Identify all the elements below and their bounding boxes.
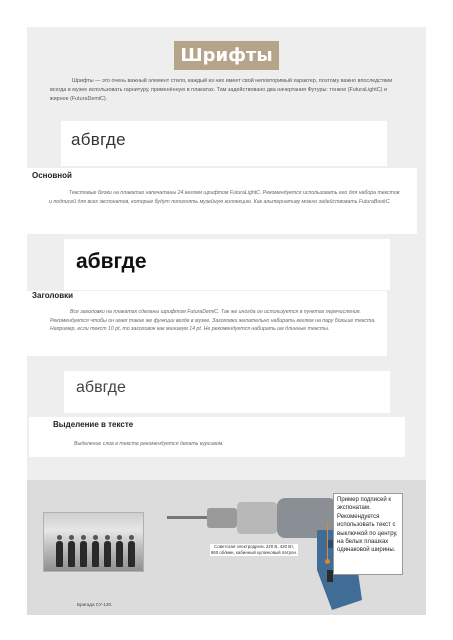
- section-main: [27, 168, 417, 234]
- note-box: Пример подписей к экспонатам. Рекомендуется использовать текст с выключкой по центру, на белых плашках одинаковой ширины.: [333, 493, 403, 575]
- section-body: Все заголовки на плакатах сделаны шрифтом FuturaDemiC. Так же иногда он используется в пунктах перечисления. Рекомендуется чтобы он имел такие же функции везде в музее. Заголовки желательно набирать кеглем на пару больше текста. Например, если текст 10 pt, то заголовок как минимум 14 pt. Не рекомендуется набирать им длинные тексты.: [50, 309, 376, 332]
- note-pointer-dot: [325, 559, 330, 564]
- document-page: [27, 27, 426, 615]
- section-body: Текстовые блоки на плакатах напечатаны 24 кеглем шрифтом FuturaLightC. Рекомендуется использовать его для набора текстов и подписей для всех экспонатов, которые будут пополнять музейную коллекцию. Как альтернативу можно задействовать FuturaBookC.: [49, 190, 400, 205]
- sample-text: абвгде: [76, 250, 147, 273]
- font-sample-light: [61, 121, 387, 166]
- note-pointer-line: [327, 522, 328, 562]
- drill-caption: Советская электродрель 220 В, 420 Вт, 960 об/мин, кабинный кулачковый патрон.: [210, 544, 298, 555]
- intro-paragraph: Шрифты — это очень важный элемент стиля, каждый из них имеет свой неповторимый характер, поэтому важно впоследствии всегда в музее использовать гарнитуру, применённую в плакатах. Там задействовано два начертания Футуры: тонкое (FuturaLightC) и жирное (FuturaDemiC).: [50, 78, 393, 102]
- section-emphasis: [29, 417, 405, 457]
- font-sample-italic: [64, 371, 390, 413]
- sample-text: абвгде: [71, 130, 126, 149]
- section-headings: [27, 291, 387, 356]
- section-heading: Основной: [32, 171, 72, 180]
- photo-caption: Бригада СУ-120.: [77, 602, 113, 607]
- page-title: Шрифты: [174, 41, 279, 70]
- brigade-photo: [43, 512, 144, 572]
- font-sample-bold: [64, 239, 390, 290]
- sample-text: абвгде: [76, 379, 126, 396]
- section-body: Выделение слов в тексте рекомендуется делать курсивом.: [74, 441, 224, 447]
- section-heading: Заголовки: [32, 291, 74, 300]
- section-heading: Выделение в тексте: [53, 420, 134, 429]
